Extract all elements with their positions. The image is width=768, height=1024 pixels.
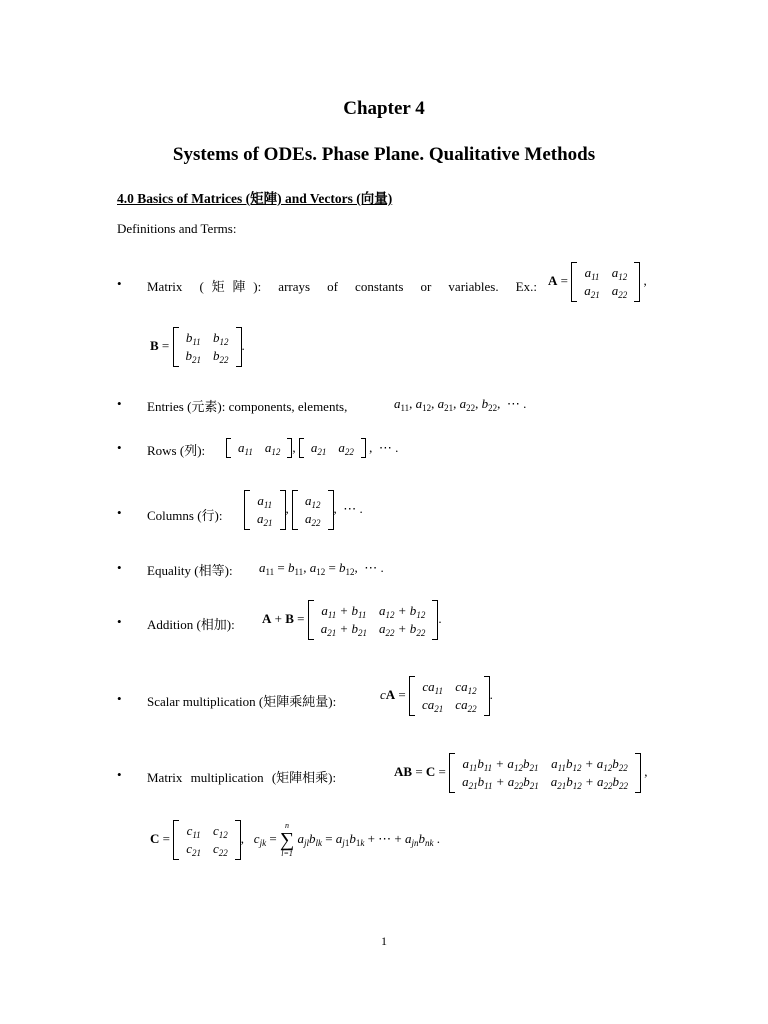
bullet: •: [117, 614, 122, 629]
page-number: 1: [381, 934, 387, 948]
bullet: •: [117, 560, 122, 575]
bullet: •: [117, 396, 122, 411]
summation-symbol: n ∑ l=1: [279, 821, 295, 858]
matrix-label: Matrix (矩陣): arrays of constants or variables. Ex.:: [147, 279, 537, 294]
bullet: •: [117, 767, 122, 782]
multiplication-expression: AB = C = $a_{11}b_{11} + a_{12}b_{21}$ $a_{11}b_{12} + a_{12}b_{22}$ $a_{21}b_{11} + a_{22}b_{21}$ $a_{21}b_{12} + a_{22}b_{22}$ ,: [394, 753, 648, 793]
matrix-b-expression: B = $b_{11}$ $b_{12}$ $b_{21}$ $b_{22}$ .: [150, 327, 245, 367]
chapter-title: Chapter 4: [343, 98, 425, 119]
entries-expression: $a_{11}$, $a_{12}$, $a_{21}$, $a_{22}$, $b_{22}$, ⋯ .: [394, 396, 527, 413]
rows-expression: $a_{11}$ $a_{12}$ , $a_{21}$ $a_{22}$ , ⋯ .: [226, 440, 398, 456]
bullet: •: [117, 440, 122, 455]
matrix-c-expression: C = $c_{11}$ $c_{12}$ $c_{21}$ $c_{22}$ , $c_{jk}$ = n ∑ l=1 $a_{jl}b_{lk} = a_{j1}b_{1k}$ + ⋯ + $a_{jn}b_{nk}$ .: [150, 821, 440, 858]
chapter-subtitle: Systems of ODEs. Phase Plane. Qualitative Methods: [172, 144, 596, 165]
columns-label: Columns (行):: [147, 508, 223, 523]
intro-text: Definitions and Terms:: [117, 221, 237, 236]
bullet: •: [117, 505, 122, 520]
addition-expression: A + B = $a_{11} + b_{11}$ $a_{12} + b_{12}$ $a_{21} + b_{21}$ $a_{22} + b_{22}$ .: [262, 600, 442, 640]
bullet: •: [117, 276, 122, 291]
equality-expression: $a_{11} = b_{11}$, $a_{12} = b_{12}$, ⋯ .: [259, 560, 384, 577]
scalar-label: Scalar multiplication (矩陣乘純量):: [147, 694, 337, 709]
addition-label: Addition (相加):: [147, 617, 235, 632]
columns-expression: $a_{11}$ $a_{21}$ , $a_{12}$ $a_{22}$ , ⋯ .: [244, 490, 363, 530]
rows-label: Rows (列):: [147, 443, 206, 458]
matrix-a-expression: A = $a_{11}$ $a_{12}$ $a_{21}$ $a_{22}$ ,: [548, 262, 647, 302]
bullet: •: [117, 691, 122, 706]
equality-label: Equality (相等):: [147, 563, 233, 578]
scalar-expression: cA = $ca_{11}$ $ca_{12}$ $ca_{21}$ $ca_{22}$ .: [380, 676, 493, 716]
multiplication-label: Matrix multiplication (矩陣相乘):: [147, 770, 337, 785]
entries-label: Entries (元素): components, elements,: [147, 399, 348, 414]
section-heading: 4.0 Basics of Matrices (矩陣) and Vectors (向量): [117, 191, 393, 206]
